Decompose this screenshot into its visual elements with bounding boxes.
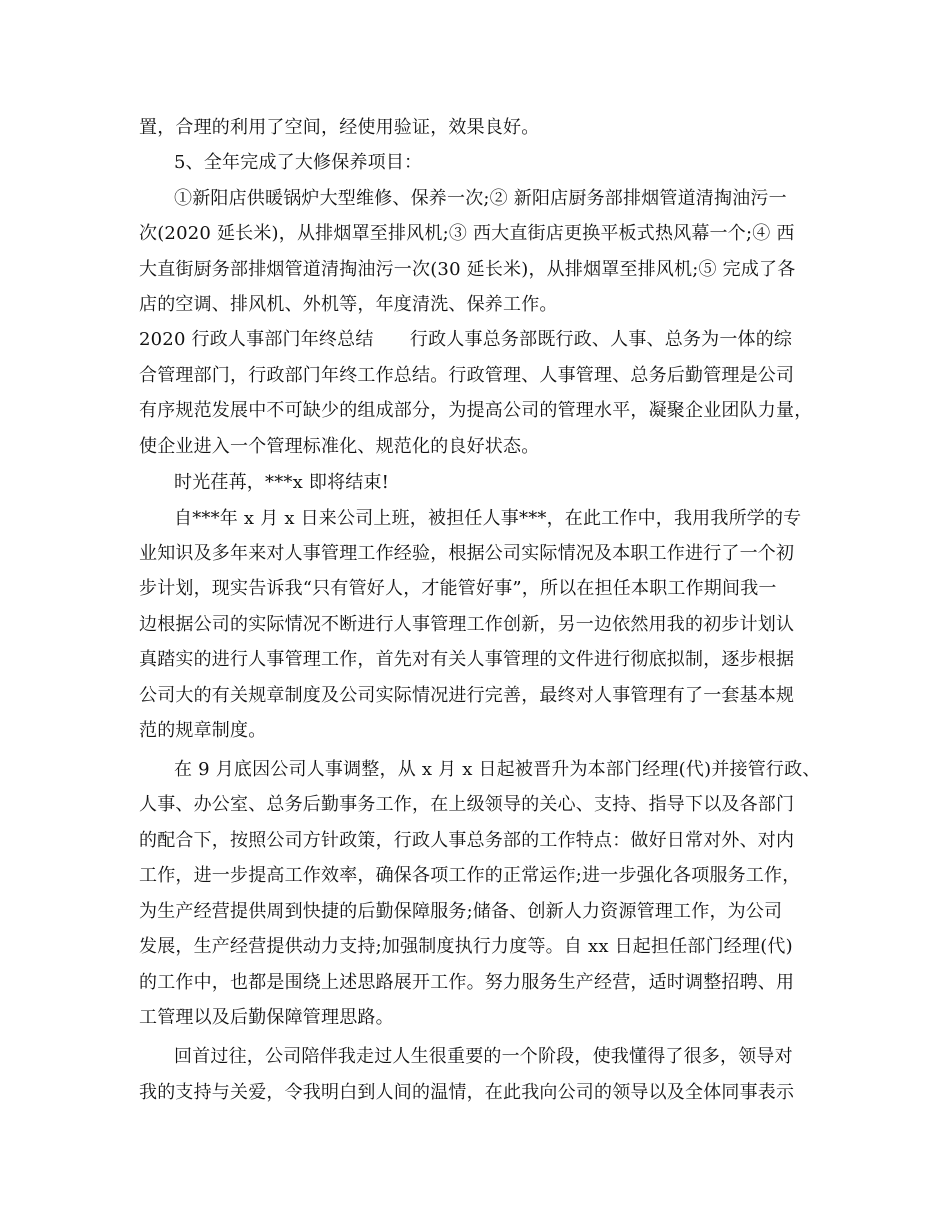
text-line: 工管理以及后勤保障管理思路。 (139, 1007, 394, 1028)
text-line: 边根据公司的实际情况不断进行人事管理工作创新，另一边依然用我的初步计划认 (139, 614, 795, 635)
text-line: 时光荏苒，***x 即将结束! (174, 472, 390, 493)
text-line: 业知识及多年来对人事管理工作经验，根据公司实际情况及本职工作进行了一个初 (139, 543, 795, 564)
text-line: 的配合下，按照公司方针政策，行政人事总务部的工作特点：做好日常对外、对内 (139, 830, 795, 851)
text-line: 店的空调、排风机、外机等，年度清洗、保养工作。 (139, 294, 558, 315)
section-heading-line: 2020 行政人事部门年终总结 行政人事总务部既行政、人事、总务为一体的综 (139, 329, 793, 350)
text-line: 范的规章制度。 (139, 720, 267, 741)
text-line: 工作，进一步提高工作效率，确保各项工作的正常运作;进一步强化各项服务工作， (139, 865, 801, 886)
text-line: 置，合理的利用了空间，经使用验证，效果良好。 (139, 117, 540, 138)
text-line: 回首过往，公司陪伴我走过人生很重要的一个阶段，使我懂得了很多，领导对 (174, 1046, 793, 1067)
text-line: 在 9 月底因公司人事调整，从 x 月 x 日起被晋升为本部门经理(代)并接管行政、 (174, 759, 821, 780)
text-line: 我的支持与关爱，令我明白到人间的温情，在此我向公司的领导以及全体同事表示 (139, 1082, 795, 1103)
text-line: 自***年 x 月 x 日来公司上班，被担任人事***，在此工作中，我用我所学的专 (174, 508, 802, 529)
text-line: 使企业进入一个管理标准化、规范化的良好状态。 (139, 436, 540, 457)
text-line: 5、全年完成了大修保养项目： (174, 152, 423, 173)
text-line: 为生产经营提供周到快捷的后勤保障服务;储备、创新人力资源管理工作，为公司 (139, 901, 783, 922)
text-line: 的工作中，也都是围绕上述思路展开工作。努力服务生产经营，适时调整招聘、用 (139, 972, 795, 993)
text-line: 人事、办公室、总务后勤事务工作，在上级领导的关心、支持、指导下以及各部门 (139, 794, 795, 815)
text-line: 步计划，现实告诉我“只有管好人，才能管好事”，所以在担任本职工作期间我一 (139, 578, 777, 599)
text-line: 有序规范发展中不可缺少的组成部分，为提高公司的管理水平，凝聚企业团队力量， (139, 400, 813, 421)
text-line: ①新阳店供暖锅炉大型维修、保养一次;② 新阳店厨务部排烟管道清掏油污一 (174, 188, 787, 209)
text-line: 次(2020 延长米)，从排烟罩至排风机;③ 西大直街店更换平板式热风幕一个;④ 西 (139, 223, 795, 244)
text-line: 发展，生产经营提供动力支持;加强制度执行力度等。自 xx 日起担任部门经理(代) (139, 936, 793, 957)
text-line: 合管理部门，行政部门年终工作总结。行政管理、人事管理、总务后勤管理是公司 (139, 365, 795, 386)
text-line: 大直街厨务部排烟管道清掏油污一次(30 延长米)，从排烟罩至排风机;⑤ 完成了各 (139, 259, 796, 280)
text-line: 公司大的有关规章制度及公司实际情况进行完善，最终对人事管理有了一套基本规 (139, 685, 795, 706)
text-line: 真踏实的进行人事管理工作，首先对有关人事管理的文件进行彻底拟制，逐步根据 (139, 649, 795, 670)
